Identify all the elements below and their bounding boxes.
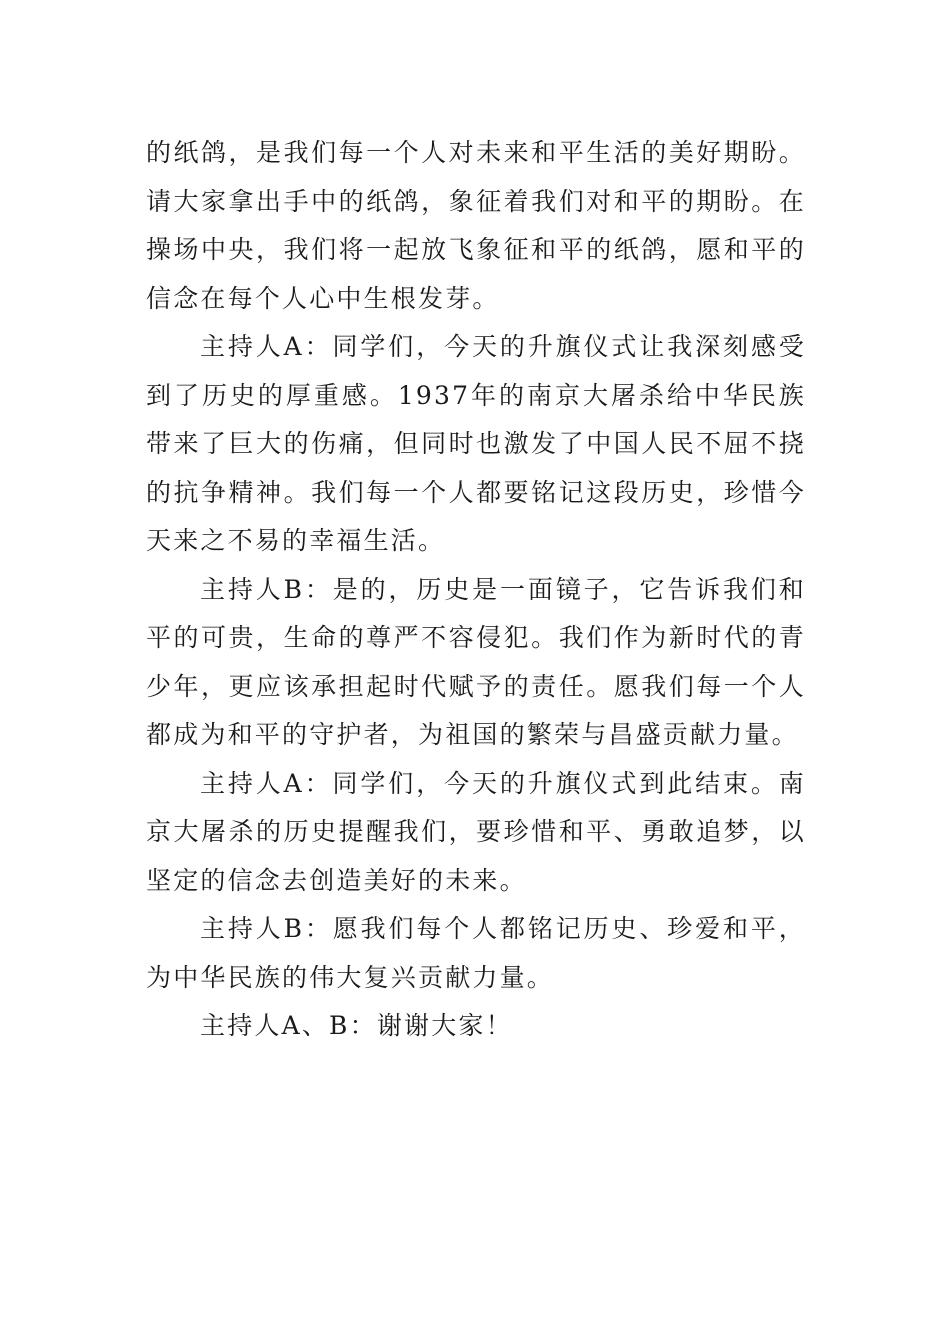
paragraph-host-a-reflection: 主持人A：同学们，今天的升旗仪式让我深刻感受到了历史的厚重感。1937年的南京大屠杀给中华民族带来了巨大的伤痛，但同时也激发了中国人民不屈不挠的抗争精神。我们每一个人都要铭记这段历史，珍惜今天来之不易的幸福生活。 (146, 332, 806, 555)
paragraph-host-a-closing: 主持人A：同学们，今天的升旗仪式到此结束。南京大屠杀的历史提醒我们，要珍惜和平、勇敢追梦，以坚定的信念去创造美好的未来。 (146, 768, 806, 895)
document-body (146, 129, 806, 1051)
paragraph-continuation: 的纸鸽，是我们每一个人对未来和平生活的美好期盼。请大家拿出手中的纸鸽，象征着我们对和平的期盼。在操场中央，我们将一起放飞象征和平的纸鸽，愿和平的信念在每个人心中生根发芽。 (146, 138, 806, 313)
paragraph-host-b-responsibility: 主持人B：是的，历史是一面镜子，它告诉我们和平的可贵，生命的尊严不容侵犯。我们作为新时代的青少年，更应该承担起时代赋予的责任。愿我们每一个人都成为和平的守护者，为祖国的繁荣与昌盛贡献力量。 (146, 574, 806, 749)
paragraph-host-b-closing: 主持人B：愿我们每个人都铭记历史、珍爱和平，为中华民族的伟大复兴贡献力量。 (146, 914, 806, 992)
paragraph-thanks: 主持人A、B：谢谢大家！ (200, 1011, 513, 1040)
